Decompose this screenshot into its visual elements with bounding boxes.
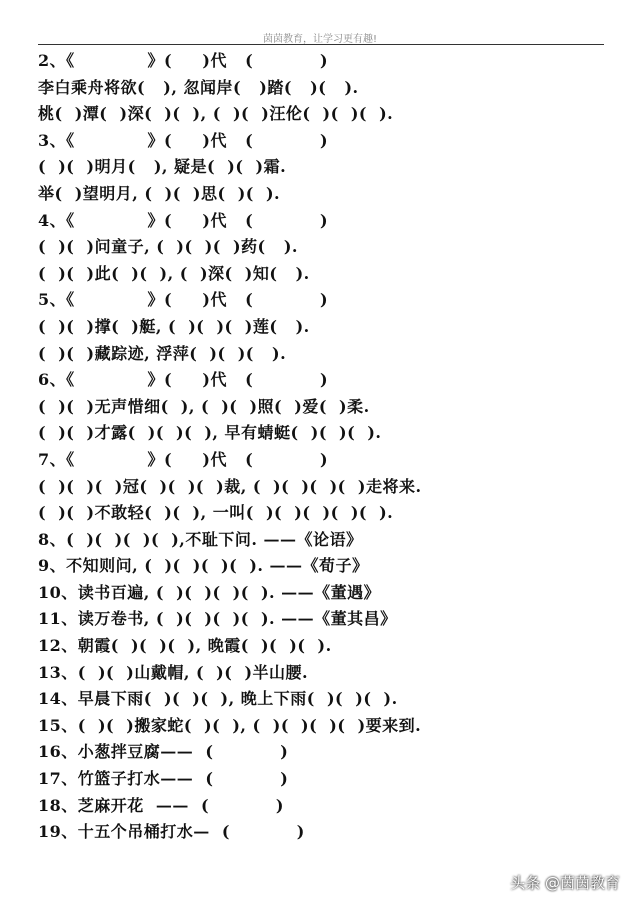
line-7-title: 7、《 》( )代 ( ) bbox=[38, 449, 329, 469]
line-3-title: 3、《 》( )代 ( ) bbox=[38, 130, 329, 150]
line-16: 16、小葱拌豆腐—— ( ) bbox=[38, 742, 289, 762]
line-4-title: 4、《 》( )代 ( ) bbox=[38, 210, 329, 230]
header-divider bbox=[38, 44, 604, 45]
line-10: 10、读书百遍, ( )( )( )( ). ——《董遇》 bbox=[38, 582, 381, 602]
line-5-verse-2: ( )( )藏踪迹, 浮萍( )( )( ). bbox=[38, 343, 287, 363]
line-5-title: 5、《 》( )代 ( ) bbox=[38, 290, 329, 310]
line-2-verse-1: 李白乘舟将欲( ), 忽闻岸( )踏( )( ). bbox=[38, 77, 359, 97]
worksheet-lines bbox=[38, 48, 598, 846]
line-4-verse-1: ( )( )问童子, ( )( )( )药( ). bbox=[38, 237, 298, 257]
line-3-verse-1: ( )( )明月( ), 疑是( )( )霜. bbox=[38, 157, 287, 177]
line-6-verse-2: ( )( )才露( )( )( ), 早有蜻蜓( )( )( ). bbox=[38, 423, 382, 443]
line-3-verse-2: 举( )望明月, ( )( )思( )( ). bbox=[38, 183, 281, 203]
line-7-verse-1: ( )( )( )冠( )( )( )裁, ( )( )( )( )走将来. bbox=[38, 476, 422, 496]
line-18: 18、芝麻开花 —— ( ) bbox=[38, 795, 284, 815]
line-15: 15、( )( )搬家蛇( )( ), ( )( )( )( )要来到. bbox=[38, 715, 422, 735]
line-12: 12、朝霞( )( )( ), 晚霞( )( )( ). bbox=[38, 636, 332, 656]
line-11: 11、读万卷书, ( )( )( )( ). ——《董其昌》 bbox=[38, 609, 397, 629]
line-4-verse-2: ( )( )此( )( ), ( )深( )知( ). bbox=[38, 263, 310, 283]
line-13: 13、( )( )山戴帽, ( )( )半山腰. bbox=[38, 662, 309, 682]
line-5-verse-1: ( )( )撑( )艇, ( )( )( )莲( ). bbox=[38, 316, 310, 336]
line-9: 9、不知则问, ( )( )( )( ). ——《荀子》 bbox=[38, 556, 369, 576]
line-6-verse-1: ( )( )无声惜细( ), ( )( )照( )爱( )柔. bbox=[38, 396, 370, 416]
line-8: 8、( )( )( )( ),不耻下问. ——《论语》 bbox=[38, 529, 363, 549]
watermark: 头条 @茵茵教育 bbox=[510, 874, 620, 892]
line-7-verse-2: ( )( )不敢轻( )( ), 一叫( )( )( )( )( ). bbox=[38, 503, 394, 523]
line-6-title: 6、《 》( )代 ( ) bbox=[38, 370, 329, 390]
line-2-verse-2: 桃( )潭( )深( )( ), ( )( )汪伦( )( )( ). bbox=[38, 104, 394, 124]
page-header: 茵茵教育，让学习更有趣! bbox=[262, 34, 377, 45]
line-14: 14、早晨下雨( )( )( ), 晚上下雨( )( )( ). bbox=[38, 689, 398, 709]
line-17: 17、竹篮子打水—— ( ) bbox=[38, 769, 289, 789]
line-2-title: 2、《 》( )代 ( ) bbox=[38, 51, 329, 70]
line-19: 19、十五个吊桶打水— ( ) bbox=[38, 822, 305, 842]
